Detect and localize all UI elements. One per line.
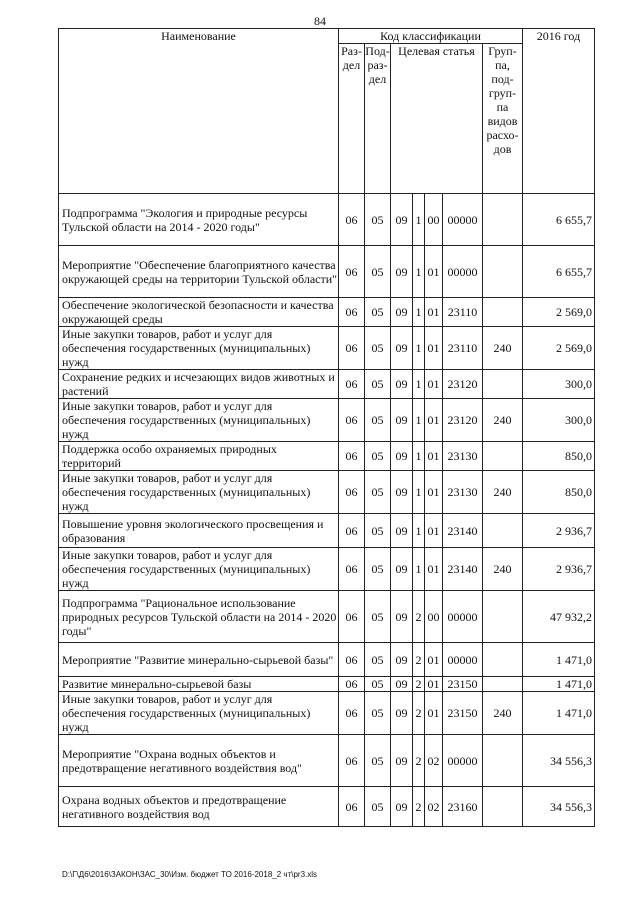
row-expense-type bbox=[483, 643, 523, 677]
row-name: Мероприятие "Охрана водных объектов и предотвращение негативного воздействия вод" bbox=[59, 735, 339, 787]
table-body bbox=[59, 194, 595, 827]
row-amount: 2 936,7 bbox=[523, 548, 595, 591]
row-target-program: 09 bbox=[391, 735, 413, 787]
row-target-direction: 00000 bbox=[443, 735, 483, 787]
row-target-event: 01 bbox=[425, 514, 443, 548]
table-row bbox=[59, 246, 595, 298]
row-target-direction: 00000 bbox=[443, 591, 483, 643]
row-razdel: 06 bbox=[339, 591, 365, 643]
row-name: Иные закупки товаров, работ и услуг для обеспечения государственных (муниципальных) нужд bbox=[59, 692, 339, 735]
header-target-article: Целевая статья bbox=[391, 44, 483, 194]
row-target-program: 09 bbox=[391, 591, 413, 643]
row-razdel: 06 bbox=[339, 514, 365, 548]
row-target-program: 09 bbox=[391, 677, 413, 692]
table-row bbox=[59, 442, 595, 471]
row-razdel: 06 bbox=[339, 442, 365, 471]
row-target-event: 01 bbox=[425, 548, 443, 591]
row-razdel: 06 bbox=[339, 548, 365, 591]
row-target-direction: 00000 bbox=[443, 246, 483, 298]
row-razdel: 06 bbox=[339, 471, 365, 514]
row-target-program: 09 bbox=[391, 194, 413, 246]
row-amount: 1 471,0 bbox=[523, 677, 595, 692]
table-row bbox=[59, 787, 595, 827]
row-target-event: 00 bbox=[425, 591, 443, 643]
row-amount: 34 556,3 bbox=[523, 735, 595, 787]
table-row bbox=[59, 327, 595, 370]
row-amount: 300,0 bbox=[523, 370, 595, 399]
row-target-event: 01 bbox=[425, 442, 443, 471]
table-row bbox=[59, 298, 595, 327]
row-name: Мероприятие "Обеспечение благоприятного качества окружающей среды на территории Тульской области" bbox=[59, 246, 339, 298]
row-podrazdel: 05 bbox=[365, 399, 391, 442]
row-amount: 1 471,0 bbox=[523, 692, 595, 735]
row-target-direction: 23150 bbox=[443, 677, 483, 692]
row-target-direction: 23140 bbox=[443, 514, 483, 548]
row-target-program: 09 bbox=[391, 370, 413, 399]
row-razdel: 06 bbox=[339, 370, 365, 399]
row-name: Иные закупки товаров, работ и услуг для обеспечения государственных (муниципальных) нужд bbox=[59, 399, 339, 442]
row-podrazdel: 05 bbox=[365, 677, 391, 692]
page-number: 84 bbox=[314, 14, 326, 28]
row-name: Повышение уровня экологического просвещения и образования bbox=[59, 514, 339, 548]
row-name: Подпрограмма "Экология и природные ресурсы Тульской области на 2014 - 2020 годы" bbox=[59, 194, 339, 246]
row-podrazdel: 05 bbox=[365, 692, 391, 735]
row-amount: 2 936,7 bbox=[523, 514, 595, 548]
header-year: 2016 год bbox=[523, 29, 595, 194]
row-target-subprogram: 2 bbox=[413, 787, 425, 827]
row-podrazdel: 05 bbox=[365, 643, 391, 677]
row-expense-type bbox=[483, 514, 523, 548]
row-target-program: 09 bbox=[391, 514, 413, 548]
row-target-event: 01 bbox=[425, 399, 443, 442]
table-row bbox=[59, 677, 595, 692]
row-target-event: 02 bbox=[425, 787, 443, 827]
row-podrazdel: 05 bbox=[365, 591, 391, 643]
row-target-event: 01 bbox=[425, 298, 443, 327]
row-expense-type: 240 bbox=[483, 692, 523, 735]
row-podrazdel: 05 bbox=[365, 471, 391, 514]
table-row bbox=[59, 692, 595, 735]
row-target-event: 01 bbox=[425, 471, 443, 514]
row-target-event: 01 bbox=[425, 246, 443, 298]
row-target-direction: 23120 bbox=[443, 370, 483, 399]
row-expense-type bbox=[483, 370, 523, 399]
row-expense-type: 240 bbox=[483, 327, 523, 370]
table-row bbox=[59, 194, 595, 246]
row-target-event: 00 bbox=[425, 194, 443, 246]
row-target-program: 09 bbox=[391, 471, 413, 514]
row-target-direction: 23130 bbox=[443, 471, 483, 514]
file-path-footer: D:\Г\Д6\2016\ЗАКОН\ЗАС_30\Изм. бюджет ТО 2016-2018_2 чт\рr3.xls bbox=[62, 870, 318, 879]
row-name: Поддержка особо охраняемых природных территорий bbox=[59, 442, 339, 471]
budget-table bbox=[58, 28, 595, 827]
row-target-subprogram: 1 bbox=[413, 298, 425, 327]
row-podrazdel: 05 bbox=[365, 327, 391, 370]
row-target-subprogram: 2 bbox=[413, 692, 425, 735]
row-expense-type: 240 bbox=[483, 471, 523, 514]
row-expense-type: 240 bbox=[483, 399, 523, 442]
row-expense-type bbox=[483, 298, 523, 327]
row-name: Развитие минерально-сырьевой базы bbox=[59, 677, 339, 692]
row-expense-type bbox=[483, 194, 523, 246]
row-name: Иные закупки товаров, работ и услуг для обеспечения государственных (муниципальных) нужд bbox=[59, 548, 339, 591]
row-amount: 850,0 bbox=[523, 442, 595, 471]
row-razdel: 06 bbox=[339, 692, 365, 735]
row-target-event: 02 bbox=[425, 735, 443, 787]
row-target-direction: 00000 bbox=[443, 194, 483, 246]
row-target-subprogram: 2 bbox=[413, 643, 425, 677]
row-target-direction: 23140 bbox=[443, 548, 483, 591]
row-amount: 47 932,2 bbox=[523, 591, 595, 643]
row-expense-type bbox=[483, 735, 523, 787]
header-razdel: Раз- дел bbox=[339, 44, 365, 194]
table-row bbox=[59, 399, 595, 442]
row-target-program: 09 bbox=[391, 787, 413, 827]
row-target-direction: 23110 bbox=[443, 298, 483, 327]
row-target-direction: 23150 bbox=[443, 692, 483, 735]
row-razdel: 06 bbox=[339, 327, 365, 370]
row-name: Подпрограмма "Рациональное использование природных ресурсов Тульской области на 2014 - 2020 годы" bbox=[59, 591, 339, 643]
table-row bbox=[59, 643, 595, 677]
row-target-subprogram: 1 bbox=[413, 548, 425, 591]
row-name: Обеспечение экологической безопасности и качества окружающей среды bbox=[59, 298, 339, 327]
row-expense-type: 240 bbox=[483, 548, 523, 591]
row-target-program: 09 bbox=[391, 692, 413, 735]
row-target-subprogram: 1 bbox=[413, 471, 425, 514]
row-target-subprogram: 1 bbox=[413, 194, 425, 246]
row-target-subprogram: 1 bbox=[413, 327, 425, 370]
row-name: Иные закупки товаров, работ и услуг для обеспечения государственных (муниципальных) нужд bbox=[59, 327, 339, 370]
row-name: Иные закупки товаров, работ и услуг для обеспечения государственных (муниципальных) нужд bbox=[59, 471, 339, 514]
row-podrazdel: 05 bbox=[365, 370, 391, 399]
row-amount: 2 569,0 bbox=[523, 298, 595, 327]
row-amount: 6 655,7 bbox=[523, 194, 595, 246]
row-podrazdel: 05 bbox=[365, 514, 391, 548]
row-podrazdel: 05 bbox=[365, 787, 391, 827]
row-target-program: 09 bbox=[391, 442, 413, 471]
row-razdel: 06 bbox=[339, 787, 365, 827]
row-target-event: 01 bbox=[425, 677, 443, 692]
header-podrazdel: Под- раз- дел bbox=[365, 44, 391, 194]
table-row bbox=[59, 548, 595, 591]
header-name: Наименование bbox=[59, 29, 339, 194]
row-target-direction: 23120 bbox=[443, 399, 483, 442]
row-razdel: 06 bbox=[339, 298, 365, 327]
row-podrazdel: 05 bbox=[365, 298, 391, 327]
row-target-program: 09 bbox=[391, 327, 413, 370]
header-expense-group: Груп- па, под- груп- па видов расхо- дов bbox=[483, 44, 523, 194]
row-expense-type bbox=[483, 442, 523, 471]
row-razdel: 06 bbox=[339, 735, 365, 787]
row-target-program: 09 bbox=[391, 246, 413, 298]
row-target-subprogram: 2 bbox=[413, 591, 425, 643]
row-target-event: 01 bbox=[425, 327, 443, 370]
row-target-program: 09 bbox=[391, 298, 413, 327]
row-target-subprogram: 1 bbox=[413, 246, 425, 298]
row-expense-type bbox=[483, 677, 523, 692]
row-amount: 300,0 bbox=[523, 399, 595, 442]
row-target-event: 01 bbox=[425, 370, 443, 399]
row-target-subprogram: 1 bbox=[413, 370, 425, 399]
row-razdel: 06 bbox=[339, 643, 365, 677]
table-row bbox=[59, 735, 595, 787]
row-podrazdel: 05 bbox=[365, 735, 391, 787]
row-target-subprogram: 2 bbox=[413, 735, 425, 787]
row-podrazdel: 05 bbox=[365, 246, 391, 298]
row-target-subprogram: 1 bbox=[413, 442, 425, 471]
row-razdel: 06 bbox=[339, 194, 365, 246]
row-target-subprogram: 1 bbox=[413, 514, 425, 548]
header-classification-code: Код классификации bbox=[339, 29, 523, 44]
row-expense-type bbox=[483, 787, 523, 827]
row-amount: 6 655,7 bbox=[523, 246, 595, 298]
row-target-program: 09 bbox=[391, 399, 413, 442]
row-expense-type bbox=[483, 246, 523, 298]
row-target-subprogram: 1 bbox=[413, 399, 425, 442]
table-row bbox=[59, 370, 595, 399]
row-target-direction: 23160 bbox=[443, 787, 483, 827]
row-razdel: 06 bbox=[339, 677, 365, 692]
table-row bbox=[59, 471, 595, 514]
row-amount: 850,0 bbox=[523, 471, 595, 514]
row-target-program: 09 bbox=[391, 643, 413, 677]
table-row bbox=[59, 514, 595, 548]
row-podrazdel: 05 bbox=[365, 194, 391, 246]
row-razdel: 06 bbox=[339, 399, 365, 442]
row-target-event: 01 bbox=[425, 643, 443, 677]
row-target-program: 09 bbox=[391, 548, 413, 591]
row-amount: 34 556,3 bbox=[523, 787, 595, 827]
row-razdel: 06 bbox=[339, 246, 365, 298]
row-podrazdel: 05 bbox=[365, 548, 391, 591]
table-row bbox=[59, 591, 595, 643]
row-name: Сохранение редких и исчезающих видов животных и растений bbox=[59, 370, 339, 399]
row-target-direction: 00000 bbox=[443, 643, 483, 677]
row-target-direction: 23110 bbox=[443, 327, 483, 370]
row-target-direction: 23130 bbox=[443, 442, 483, 471]
row-amount: 2 569,0 bbox=[523, 327, 595, 370]
row-target-event: 01 bbox=[425, 692, 443, 735]
row-amount: 1 471,0 bbox=[523, 643, 595, 677]
row-podrazdel: 05 bbox=[365, 442, 391, 471]
row-name: Охрана водных объектов и предотвращение негативного воздействия вод bbox=[59, 787, 339, 827]
row-name: Мероприятие "Развитие минерально-сырьевой базы" bbox=[59, 643, 339, 677]
row-expense-type bbox=[483, 591, 523, 643]
row-target-subprogram: 2 bbox=[413, 677, 425, 692]
